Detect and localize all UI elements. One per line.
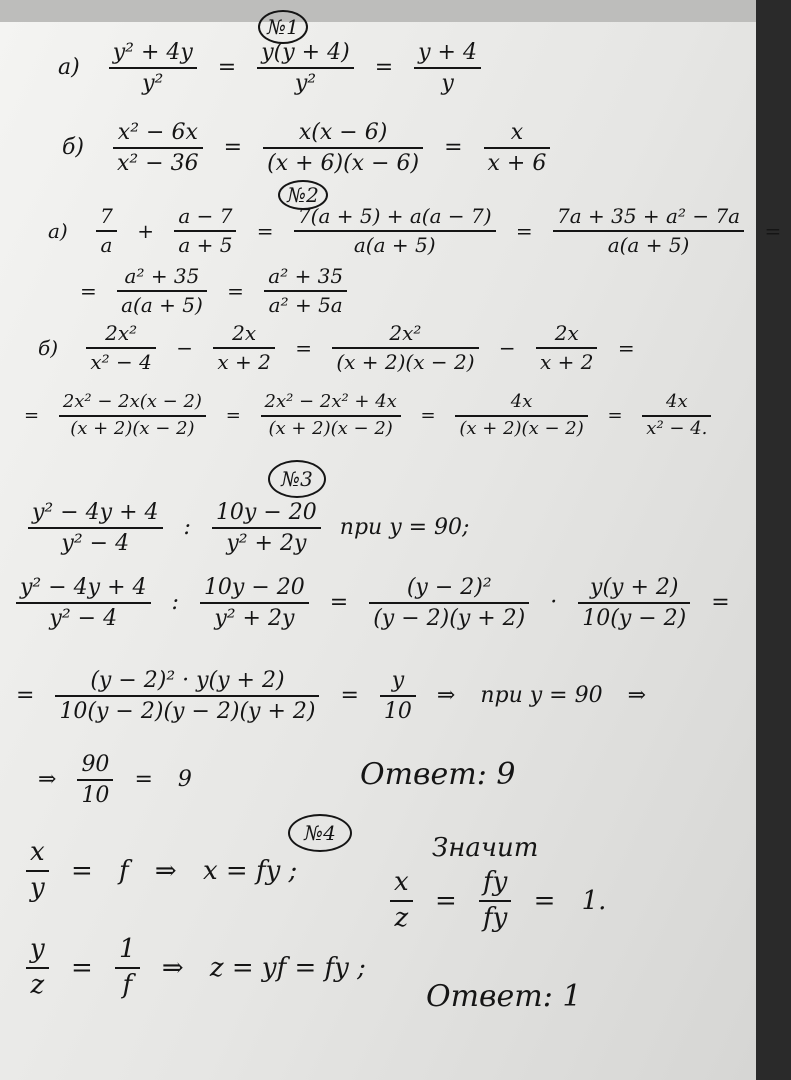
numerator: 2x [232, 321, 257, 345]
problem-3-answer: Ответ: 9 [360, 757, 516, 792]
fraction [479, 868, 511, 934]
numerator: 1 [119, 934, 136, 964]
denominator: x + 2 [539, 350, 594, 374]
fraction [115, 935, 140, 1001]
problem-3-result-line: ⇒ $\frac{90}{10}$ = 9 [38, 752, 192, 809]
fraction [264, 265, 347, 317]
numerator: 7a + 35 + a² − 7a [556, 204, 741, 228]
numerator: x [510, 120, 524, 145]
denominator: y² − 4 [49, 606, 118, 632]
fraction-bar [113, 147, 203, 149]
denominator: z [30, 969, 45, 1000]
denominator: f [122, 969, 133, 1000]
problem-3-badge: №3 [268, 460, 326, 498]
problem-4-result-line: $\frac{x}{z}$ = $\frac{fy}{fy}$ = 1. [386, 868, 614, 934]
fraction-bar [536, 347, 597, 349]
problem-3-step-2-line: = $\frac{\text{(y − 2)² · y(y + 2)}}{10(y - 2)(y - 2)(y + 2)}$ = $\frac{y}{10}$ ⇒ при y = 90 ⇒ [16, 668, 647, 725]
denominator: y² − 4 [61, 531, 130, 557]
numerator: a − 7 [178, 204, 233, 228]
fraction [369, 575, 529, 632]
denominator: y² [294, 71, 317, 97]
denominator: (x + 2)(x − 2) [268, 417, 393, 439]
numerator: 4x [666, 391, 688, 412]
numerator: (y − 2)² [406, 575, 492, 600]
numerator: y(y + 2) [590, 575, 679, 600]
variable-f: f [119, 855, 129, 886]
fraction [26, 935, 49, 1001]
denominator: 10(y − 2) [582, 606, 687, 632]
fraction-bar [26, 967, 49, 969]
fraction [414, 40, 481, 97]
condition-text: при y = 90 [480, 683, 603, 709]
numerator: a² + 35 [268, 264, 344, 288]
denominator: 10 [383, 699, 412, 725]
fraction-bar [55, 695, 319, 697]
condition-text: при y = 90; [339, 515, 470, 541]
denominator: y² + 2y [226, 531, 307, 557]
problem-1-badge: №1 [258, 10, 308, 44]
numerator: 2x [554, 321, 579, 345]
numerator: 7 [100, 204, 113, 228]
problem-2a-line: а) $\frac{7}{a}$ + $\frac{a - 7}{a + 5}$ = $\frac{7(a + 5) + a(a - 7)}{a(a + 5)}$ = $\frac{\text{7a + 35 + a² − 7a}}{a(a + 5)}$ = [48, 204, 782, 257]
denominator: x² − 4 [90, 350, 152, 374]
problem-4-answer: Ответ: 1 [426, 979, 582, 1014]
fraction [536, 322, 597, 374]
numerator: y² − 4y + 4 [32, 500, 159, 525]
fraction-bar [212, 527, 321, 529]
fraction [380, 668, 416, 725]
result-value: 9 [177, 767, 192, 793]
item-label: а) [48, 219, 68, 243]
fraction-bar [77, 779, 113, 781]
numerator: y(y + 4) [261, 40, 350, 65]
fraction-bar [390, 900, 413, 902]
numerator: x² − 6x [117, 120, 198, 145]
fraction-bar [484, 147, 551, 149]
denominator: a + 5 [178, 233, 233, 257]
denominator: x + 6 [487, 151, 547, 177]
result-value: 1. [581, 885, 607, 916]
numerator: y [30, 934, 45, 964]
denominator: y [30, 872, 45, 903]
fraction [109, 40, 197, 97]
fraction-bar [96, 230, 117, 232]
fraction [213, 322, 274, 374]
fraction [200, 575, 309, 632]
fraction [59, 392, 206, 439]
result-expression: x = fy ; [202, 855, 298, 886]
fraction-bar [414, 67, 481, 69]
fraction [261, 392, 401, 439]
fraction-bar [380, 695, 416, 697]
denominator: (x + 2)(x − 2) [336, 350, 475, 374]
numerator: x [394, 867, 409, 897]
numerator: 2x² [105, 321, 138, 345]
denominator: x + 2 [217, 350, 271, 374]
fraction-bar [642, 415, 711, 417]
fraction [294, 205, 496, 257]
fraction [96, 205, 117, 257]
fraction-bar [86, 347, 156, 349]
denominator: a [100, 233, 113, 257]
denominator: y² [142, 71, 164, 97]
problem-4-line-1: $\frac{x}{y}$ = f ⇒ x = fy ; [22, 838, 305, 904]
fraction [390, 868, 413, 934]
fraction-bar [263, 147, 423, 149]
fraction [553, 205, 744, 257]
numerator: y [391, 668, 405, 693]
numerator: 10y − 20 [203, 575, 305, 600]
item-label: б) [38, 336, 59, 360]
numerator: 2x² [389, 321, 422, 345]
fraction-bar [578, 602, 690, 604]
denominator: (y − 2)(y + 2) [373, 606, 526, 632]
problem-4-therefore-label: Значит [432, 833, 539, 863]
fraction [77, 752, 113, 809]
problem-3-step-1-line: $\frac{\text{y² − 4y + 4}}{\text{y² − 4}}$ : $\frac{10y - 20}{\text{y² + 2y}}$ = $\frac{\text{(y − 2)²}}{(y - 2)(y + 2)}$ · $\frac{y(y + 2)}{10(y - 2)}$ = [12, 575, 740, 632]
denominator: x² − 4. [646, 417, 708, 439]
fraction-bar [26, 870, 49, 872]
denominator: (x + 6)(x − 6) [267, 151, 420, 177]
numerator: x [30, 837, 45, 867]
numerator: y² + 4y [112, 40, 193, 65]
denominator: a(a + 5) [607, 233, 690, 257]
numerator: y + 4 [418, 40, 477, 65]
fraction-bar [115, 967, 140, 969]
fraction [113, 120, 203, 177]
denominator: y [441, 71, 454, 97]
problem-3-condition-line: $\frac{\text{y² − 4y + 4}}{\text{y² − 4}}$ : $\frac{10y - 20}{\text{y² + 2y}}$ при y = 90; [24, 500, 477, 557]
denominator: z [394, 902, 409, 933]
numerator: a² + 35 [124, 264, 200, 288]
problem-4-badge: №4 [288, 814, 352, 852]
fraction-bar [109, 67, 197, 69]
fraction-bar [59, 415, 206, 417]
fraction [455, 392, 587, 439]
fraction [257, 40, 353, 97]
numerator: 2x² − 2x² + 4x [264, 391, 397, 412]
numerator: 4x [510, 391, 533, 412]
numerator: (y − 2)² · y(y + 2) [90, 668, 285, 693]
problem-2-badge: №2 [278, 180, 328, 210]
problem-2b-line: б) $\frac{\text{2x²}}{\text{x² − 4}}$ − $\frac{2x}{x + 2}$ = $\frac{\text{2x²}}{(x + 2)(x - 2)}$ − $\frac{2x}{x + 2}$ = [38, 321, 635, 374]
problem-2a-result-line: = $\frac{\text{a² + 35}}{a(a + 5)}$ = $\frac{\text{a² + 35}}{\text{a² + 5a}}$ [70, 265, 351, 317]
result-expression: z = yf = fy ; [209, 952, 366, 983]
fraction [212, 500, 321, 557]
numerator: 10y − 20 [215, 500, 317, 525]
denominator: a(a + 5) [353, 233, 436, 257]
fraction-bar [455, 415, 587, 417]
fraction [16, 575, 151, 632]
fraction [117, 265, 207, 317]
denominator: 10(y − 2)(y − 2)(y + 2) [59, 699, 316, 725]
fraction [86, 322, 156, 374]
fraction-bar [200, 602, 309, 604]
numerator: y² − 4y + 4 [20, 575, 147, 600]
problem-2b-result-line: = $\frac{\text{2x² − 2x(x − 2)}}{(x + 2)(x - 2)}$ = $\frac{\text{2x² − 2x² + 4x}}{(x + 2)(x - 2)}$ = $\frac{4x}{(x + 2)(x - 2)}$ = $\frac{4x}{\text{x² − 4.}}$ [14, 392, 715, 439]
fraction-bar [332, 347, 478, 349]
page-top-edge [0, 0, 756, 22]
fraction [55, 668, 319, 725]
fraction-bar [553, 230, 744, 232]
problem-4-line-2: $\frac{y}{z}$ = $\frac{1}{f}$ ⇒ z = yf = fy ; [22, 935, 374, 1001]
fraction [332, 322, 478, 374]
fraction [578, 575, 690, 632]
fraction [484, 120, 551, 177]
denominator: 10 [81, 783, 110, 809]
numerator: 7(a + 5) + a(a − 7) [297, 204, 492, 228]
fraction [28, 500, 163, 557]
fraction-bar [479, 900, 511, 902]
fraction-bar [261, 415, 401, 417]
fraction-bar [213, 347, 274, 349]
fraction-bar [264, 290, 347, 292]
fraction-bar [257, 67, 353, 69]
problem-1b-line: б) $\frac{\text{x² − 6x}}{\text{x² − 36}}$ = $\frac{x(x - 6)}{(x + 6)(x - 6)}$ = $\frac{x}{x + 6}$ [62, 120, 554, 177]
numerator: fy [483, 867, 508, 897]
denominator: a(a + 5) [121, 293, 203, 317]
problem-1a-line: а) $\frac{\text{y² + 4y}}{\text{y²}}$ = $\frac{y(y + 4)}{\text{y²}}$ = $\frac{y + 4}{y}$ [58, 40, 485, 97]
fraction-bar [294, 230, 496, 232]
denominator: y² + 2y [214, 606, 295, 632]
fraction-bar [174, 230, 236, 232]
fraction [26, 838, 49, 904]
numerator: 2x² − 2x(x − 2) [62, 391, 202, 412]
item-label: а) [58, 55, 80, 81]
numerator: 90 [81, 752, 110, 777]
fraction-bar [16, 602, 151, 604]
fraction-bar [117, 290, 207, 292]
fraction-bar [28, 527, 163, 529]
denominator: a² + 5a [268, 293, 343, 317]
denominator: (x + 2)(x − 2) [459, 417, 584, 439]
fraction-bar [369, 602, 529, 604]
fraction [642, 392, 711, 439]
denominator: fy [483, 902, 508, 933]
fraction [263, 120, 423, 177]
fraction [174, 205, 236, 257]
denominator: (x + 2)(x − 2) [70, 417, 195, 439]
item-label: б) [62, 135, 85, 161]
denominator: x² − 36 [117, 151, 199, 177]
numerator: x(x − 6) [298, 120, 388, 145]
